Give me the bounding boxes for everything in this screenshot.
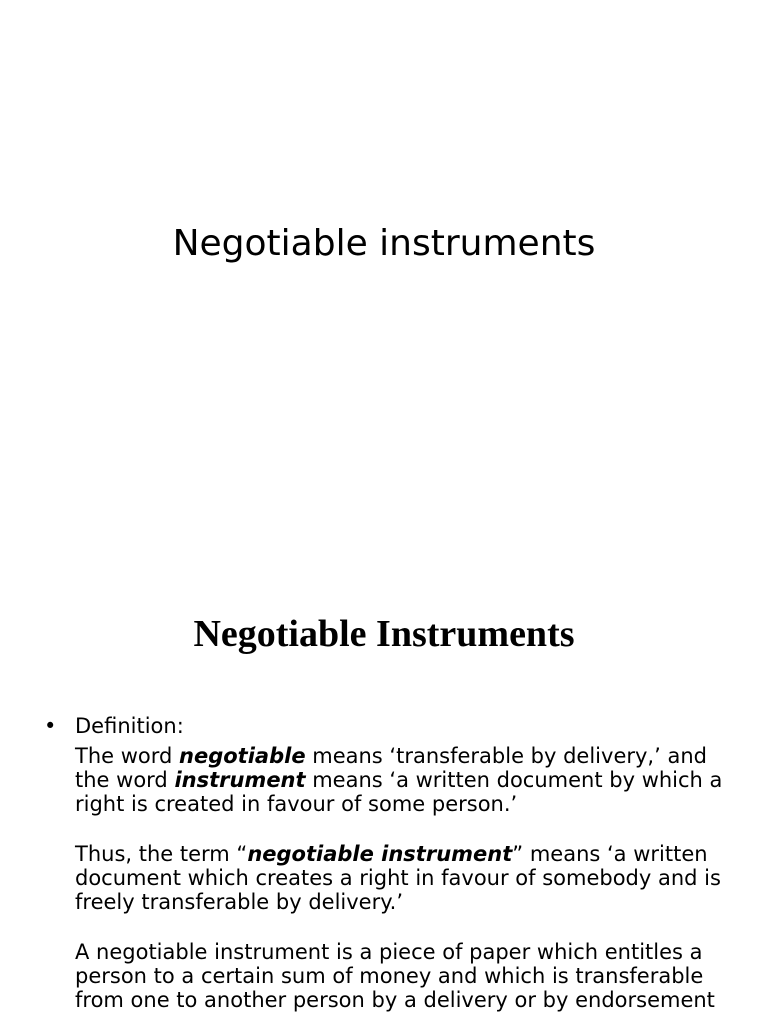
- text-run: means ‘transferable by delivery,’ and the word: [75, 744, 707, 792]
- text-run: A negotiable instrument is a piece of paper which entitles a person to a certain sum of money and which is transferable from one to another person by a delivery or by endorsement: [75, 940, 715, 1012]
- text-run: ” means ‘a written document which creates a right in favour of somebody and is freely transferable by delivery.’: [75, 842, 721, 914]
- text-run: means ‘a written document by which a right is created in favour of some person.’: [75, 768, 723, 816]
- paragraph-term-definition: [75, 842, 734, 914]
- definition-label: Definition:: [75, 714, 184, 738]
- bullet-dot-icon: •: [44, 714, 57, 738]
- bullet-list: [44, 714, 734, 1024]
- slide-1-title: Negotiable instruments: [172, 223, 596, 264]
- text-run: Thus, the term “: [75, 842, 248, 866]
- bullet-definition: [44, 714, 734, 1012]
- paragraph-word-meanings: [75, 744, 734, 816]
- slide-definition: [0, 576, 768, 1024]
- text-run: The word: [75, 744, 180, 768]
- emphasis-instrument: instrument: [174, 768, 306, 792]
- slide-2-title: Negotiable Instruments: [193, 613, 575, 655]
- paragraph-piece-of-paper: [75, 940, 734, 1012]
- emphasis-negotiable: negotiable: [179, 744, 306, 768]
- emphasis-negotiable-instrument: negotiable instrument: [247, 842, 513, 866]
